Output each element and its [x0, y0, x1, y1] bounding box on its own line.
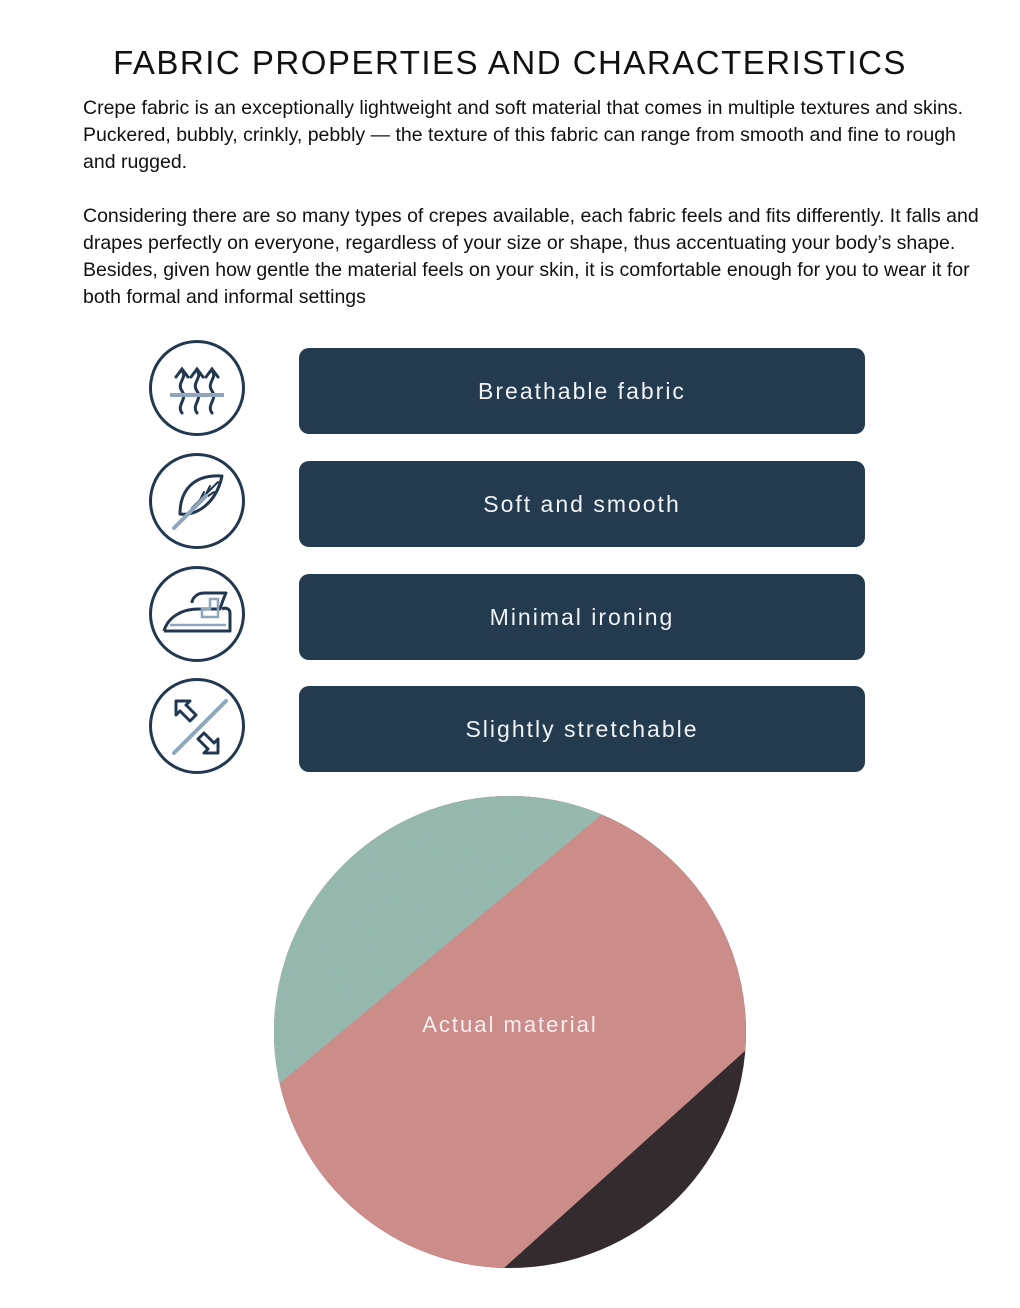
intro-paragraph: Crepe fabric is an exceptionally lightweight and soft material that comes in multiple textures and skins. Puckered, bubbly, crinkly, pebbly — the texture of this fabric can range from smooth and fine to rough and rugged. — [83, 97, 964, 173]
page-title: FABRIC PROPERTIES AND CHARACTERISTICS — [113, 44, 907, 81]
feature-label-breathable: Breathable fabric — [299, 348, 865, 434]
feature-row-soft — [0, 453, 1020, 553]
iron-icon — [149, 566, 245, 662]
feature-row-breathable — [0, 340, 1020, 440]
fit-paragraph: Considering there are so many types of crepes available, each fabric feels and fits differently. It falls and drapes perfectly on everyone, regardless of your size or shape, thus accentuating your body’s shape. Besides, given how gentle the material feels on your skin, it is comfortable enough for you to wear it for both formal and informal settings — [83, 205, 979, 308]
feature-label-soft: Soft and smooth — [299, 461, 865, 547]
breathable-icon — [149, 340, 245, 436]
feature-row-stretch — [0, 678, 1020, 778]
stretch-icon — [149, 678, 245, 774]
material-swatch-image — [274, 796, 746, 1268]
feather-icon — [149, 453, 245, 549]
feature-row-ironing — [0, 566, 1020, 666]
feature-label-ironing: Minimal ironing — [299, 574, 865, 660]
swatch-label: Actual material — [422, 1012, 598, 1037]
feature-label-stretch: Slightly stretchable — [299, 686, 865, 772]
